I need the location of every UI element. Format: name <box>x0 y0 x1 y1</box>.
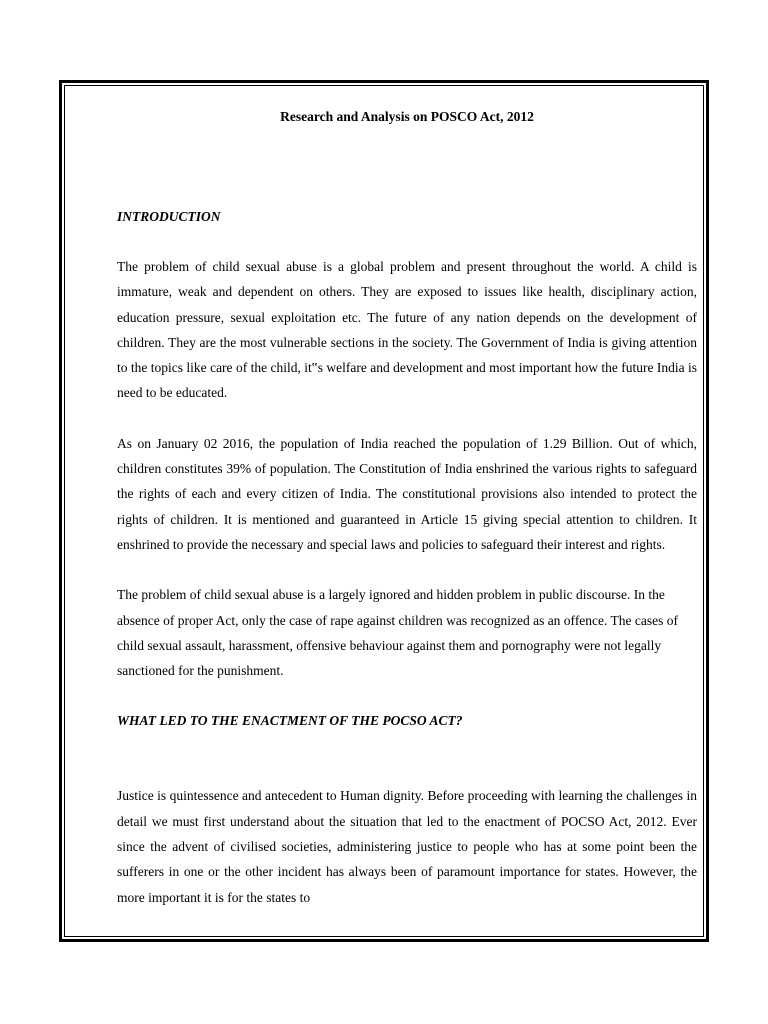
enactment-heading: WHAT LED TO THE ENACTMENT OF THE POCSO ACT? <box>117 713 463 729</box>
introduction-heading: INTRODUCTION <box>117 209 221 224</box>
intro-paragraph-1: The problem of child sexual abuse is a global problem and present throughout the world. A child is immature, weak and dependent on others. They are exposed to issues like health, disciplinary action, education pressure, sexual exploitation etc. The future of any nation depends on the development of children. They are the most vulnerable sections in the society. The Government of India is giving attention to the topics like care of the child, it‟s welfare and development and most important how the future India is need to be educated. <box>117 259 697 401</box>
document-content <box>117 104 697 910</box>
document-title: Research and Analysis on POSCO Act, 2012 <box>280 109 534 124</box>
intro-paragraph-3: The problem of child sexual abuse is a largely ignored and hidden problem in public discourse. In the absence of proper Act, only the case of rape against children was recognized as an offence. The cases of child sexual assault, harassment, offensive behaviour against them and pornography were not legally sanctioned for the punishment. <box>117 587 679 679</box>
enactment-paragraph-1: Justice is quintessence and antecedent to Human dignity. Before proceeding with learning the challenges in detail we must first understand about the situation that led to the enactment of POCSO Act, 2012. Ever since the advent of civilised societies, administering justice to people who has at some point been the sufferers in one or the other incident has always been of paramount importance for states. However, the more important it is for the states to <box>117 788 697 905</box>
intro-paragraph-2: As on January 02 2016, the population of India reached the population of 1.29 Billion. Out of which, children constitutes 39% of population. The Constitution of India enshrined the various rights to safeguard the rights of each and every citizen of India. The constitutional provisions also intended to protect the rights of children. It is mentioned and guaranteed in Article 15 giving special attention to children. It enshrined to provide the necessary and special laws and policies to safeguard their interest and rights. <box>117 435 697 552</box>
